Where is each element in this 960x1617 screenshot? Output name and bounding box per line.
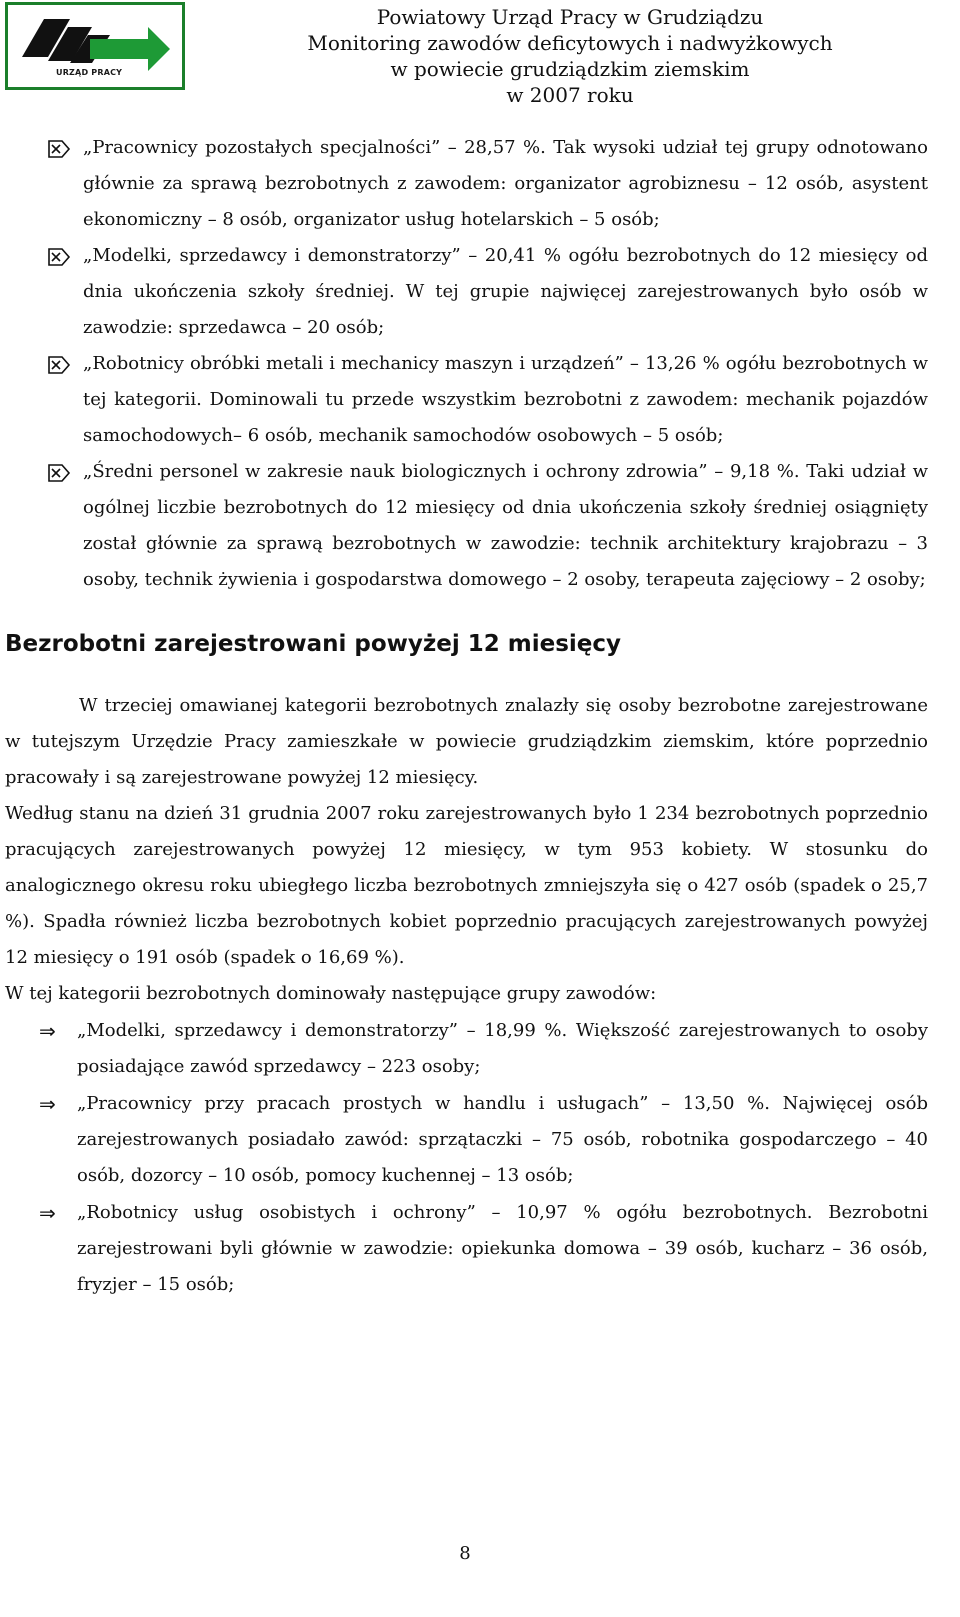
list-item-text: „Modelki, sprzedawcy i demonstratorzy” – 18,99 %. Większość zarejestrowanych to osoby posiadające zawód sprzedawcy – 223 osoby; — [77, 1020, 928, 1077]
page-number: 8 — [459, 1543, 471, 1564]
list-item — [5, 1195, 928, 1303]
pointer-bullet-icon — [47, 245, 71, 267]
document-body — [5, 130, 928, 1303]
header-line-4: w 2007 roku — [506, 83, 634, 107]
list-item-text: „Średni personel w zakresie nauk biologicznych i ochrony zdrowia” – 9,18 %. Taki udział w ogólnej liczbie bezrobotnych do 12 miesięcy od dnia ukończenia szkoły średniej osiągnięty został głównie za sprawą bezrobotnych w zawodzie: technik architektury krajobrazu – 3 osoby, technik żywienia i gospodarstwa domowego – 2 osoby, terapeuta zajęciowy – 2 osoby; — [83, 461, 928, 590]
document-header — [0, 0, 960, 118]
list-item-text: „Modelki, sprzedawcy i demonstratorzy” – 20,41 % ogółu bezrobotnych do 12 miesięcy od dnia ukończenia szkoły średniej. W tej grupie najwięcej zarejestrowanych było osób w zawodzie: sprzedawca – 20 osób; — [83, 245, 928, 338]
double-arrow-icon: ⇒ — [39, 1201, 56, 1225]
pointer-bullet-icon — [47, 137, 71, 159]
list-item — [5, 1086, 928, 1194]
header-line-3: w powiecie grudziądzkim ziemskim — [390, 57, 750, 81]
list-item — [5, 346, 928, 454]
list-item-text: „Robotnicy obróbki metali i mechanicy maszyn i urządzeń” – 13,26 % ogółu bezrobotnych w tej kategorii. Dominowali tu przede wszystkim bezrobotni z zawodem: mechanik pojazdów samochodowych– 6 osób, mechanik samochodów osobowych – 5 osób; — [83, 353, 928, 446]
header-line-1: Powiatowy Urząd Pracy w Grudziądzu — [376, 5, 764, 29]
list-item-text: „Pracownicy pozostałych specjalności” – 28,57 %. Tak wysoki udział tej grupy odnotowano głównie za sprawą bezrobotnych z zawodem: organizator agrobiznesu – 12 osób, asystent ekonomiczny – 8 osób, organizator usług hotelarskich – 5 osób; — [83, 137, 928, 230]
double-arrow-icon: ⇒ — [39, 1019, 56, 1043]
list-item-text: „Robotnicy usług osobistych i ochrony” – 10,97 % ogółu bezrobotnych. Bezrobotni zarejestrowani byli głównie w zawodzie: opiekunka domowa – 39 osób, kucharz – 36 osób, fryzjer – 15 osób; — [77, 1202, 928, 1295]
pointer-bullet-icon — [47, 353, 71, 375]
paragraph: Według stanu na dzień 31 grudnia 2007 roku zarejestrowanych było 1 234 bezrobotnych poprzednio pracujących zarejestrowanych powyżej 12 miesięcy, w tym 953 kobiety. W stosunku do analogicznego okresu roku ubiegłego liczba bezrobotnych zmniejszyła się o 427 osób (spadek o 25,7 %). Spadła również liczba bezrobotnych kobiet poprzednio pracujących zarejestrowanych powyżej 12 miesięcy o 191 osób (spadek o 16,69 %). — [5, 803, 928, 968]
list-item — [5, 130, 928, 238]
pointer-bullet-icon — [47, 461, 71, 483]
list-item — [5, 238, 928, 346]
logo-text: URZĄD PRACY — [56, 68, 123, 77]
paragraph: W tej kategorii bezrobotnych dominowały następujące grupy zawodów: — [5, 983, 657, 1004]
header-line-2: Monitoring zawodów deficytowych i nadwyżkowych — [307, 31, 833, 55]
paragraph: W trzeciej omawianej kategorii bezrobotnych znalazły się osoby bezrobotne zarejestrowane w tutejszym Urzędzie Pracy zamieszkałe w powiecie grudziądzkim ziemskim, które poprzednio pracowały i są zarejestrowane powyżej 12 miesięcy. — [5, 695, 928, 788]
list-item — [5, 454, 928, 598]
double-arrow-icon: ⇒ — [39, 1092, 56, 1116]
section-heading: Bezrobotni zarejestrowani powyżej 12 miesięcy — [5, 631, 622, 657]
header-title-block — [270, 4, 870, 108]
list-item — [5, 1013, 928, 1085]
urzad-pracy-logo — [5, 2, 185, 90]
list-item-text: „Pracownicy przy pracach prostych w handlu i usługach” – 13,50 %. Najwięcej osób zarejestrowanych posiadało zawód: sprzątaczki – 75 osób, robotnika gospodarczego – 40 osób, dozorcy – 10 osób, pomocy kuchennej – 13 osób; — [77, 1093, 928, 1186]
